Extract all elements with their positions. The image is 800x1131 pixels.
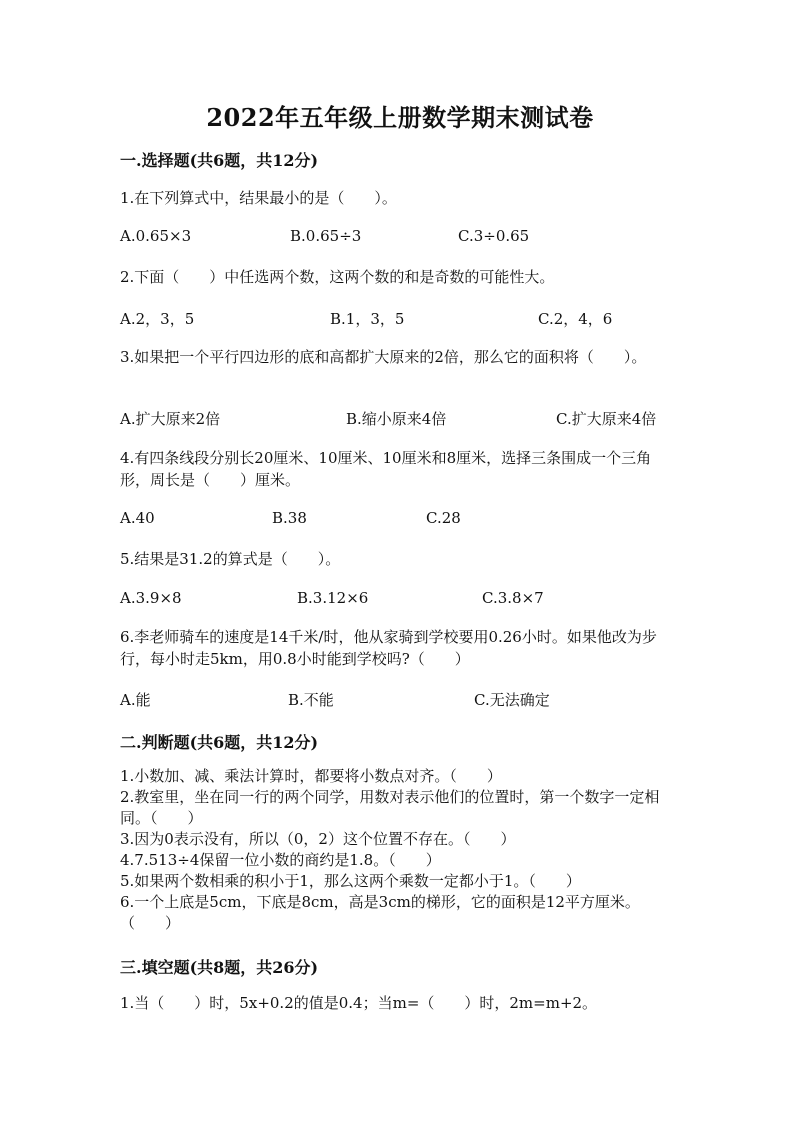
judge-question-3: 3.因为0表示没有，所以（0，2）这个位置不存在。（ ） [120,830,516,848]
page-title: 2022年五年级上册数学期末测试卷 [206,103,594,132]
section-heading-choice: 一.选择题(共6题，共12分) [120,151,319,170]
choice-6-option-c: C.无法确定 [474,691,550,709]
choice-question-6: 6.李老师骑车的速度是14千米/时，他从家骑到学校要用0.26小时。如果他改为步行，每小时走5km，用0.8小时能到学校吗?（ ） [120,628,657,668]
choice-4-option-c: C.28 [426,509,461,527]
choice-5-option-c: C.3.8×7 [482,589,544,607]
judge-question-5: 5.如果两个数相乘的积小于1，那么这两个乘数一定都小于1。（ ） [120,872,581,890]
choice-question-4: 4.有四条线段分别长20厘米、10厘米、10厘米和8厘米，选择三条围成一个三角形，周长是（ ）厘米。 [120,449,652,489]
choice-1-option-b: B.0.65÷3 [290,227,362,245]
section-heading-judge: 二.判断题(共6题，共12分) [120,733,319,752]
judge-question-6: 6.一个上底是5cm，下底是8cm，高是3cm的梯形，它的面积是12平方厘米。（ ） [120,893,640,932]
choice-6-option-b: B.不能 [288,691,334,709]
judge-question-1: 1.小数加、减、乘法计算时，都要将小数点对齐。（ ） [120,767,502,785]
choice-5-option-b: B.3.12×6 [297,589,369,607]
section-heading-fill: 三.填空题(共8题，共26分) [120,958,319,977]
choice-6-option-a: A.能 [120,691,151,709]
choice-5-option-a: A.3.9×8 [120,589,182,607]
choice-2-option-b: B.1，3，5 [330,310,405,328]
choice-3-option-a: A.扩大原来2倍 [120,410,221,428]
choice-1-option-a: A.0.65×3 [120,227,192,245]
choice-3-option-c: C.扩大原来4倍 [556,410,657,428]
choice-4-option-b: B.38 [272,509,307,527]
choice-4-option-a: A.40 [120,509,155,527]
choice-2-option-c: C.2，4，6 [538,310,613,328]
judge-question-4: 4.7.513÷4保留一位小数的商约是1.8。（ ） [120,851,441,869]
choice-2-option-a: A.2，3，5 [120,310,195,328]
choice-question-1: 1.在下列算式中，结果最小的是（ ）。 [120,189,397,207]
choice-question-5: 5.结果是31.2的算式是（ ）。 [120,550,341,568]
fill-question-1: 1.当（ ）时，5x+0.2的值是0.4；当m=（ ）时，2m=m+2。 [120,994,598,1012]
choice-question-2: 2.下面（ ）中任选两个数，这两个数的和是奇数的可能性大。 [120,268,555,286]
choice-question-3: 3.如果把一个平行四边形的底和高都扩大原来的2倍，那么它的面积将（ ）。 [120,348,647,366]
choice-3-option-b: B.缩小原来4倍 [346,410,447,428]
judge-question-2: 2.教室里，坐在同一行的两个同学，用数对表示他们的位置时，第一个数字一定相同。（ ） [120,788,660,827]
choice-1-option-c: C.3÷0.65 [458,227,530,245]
